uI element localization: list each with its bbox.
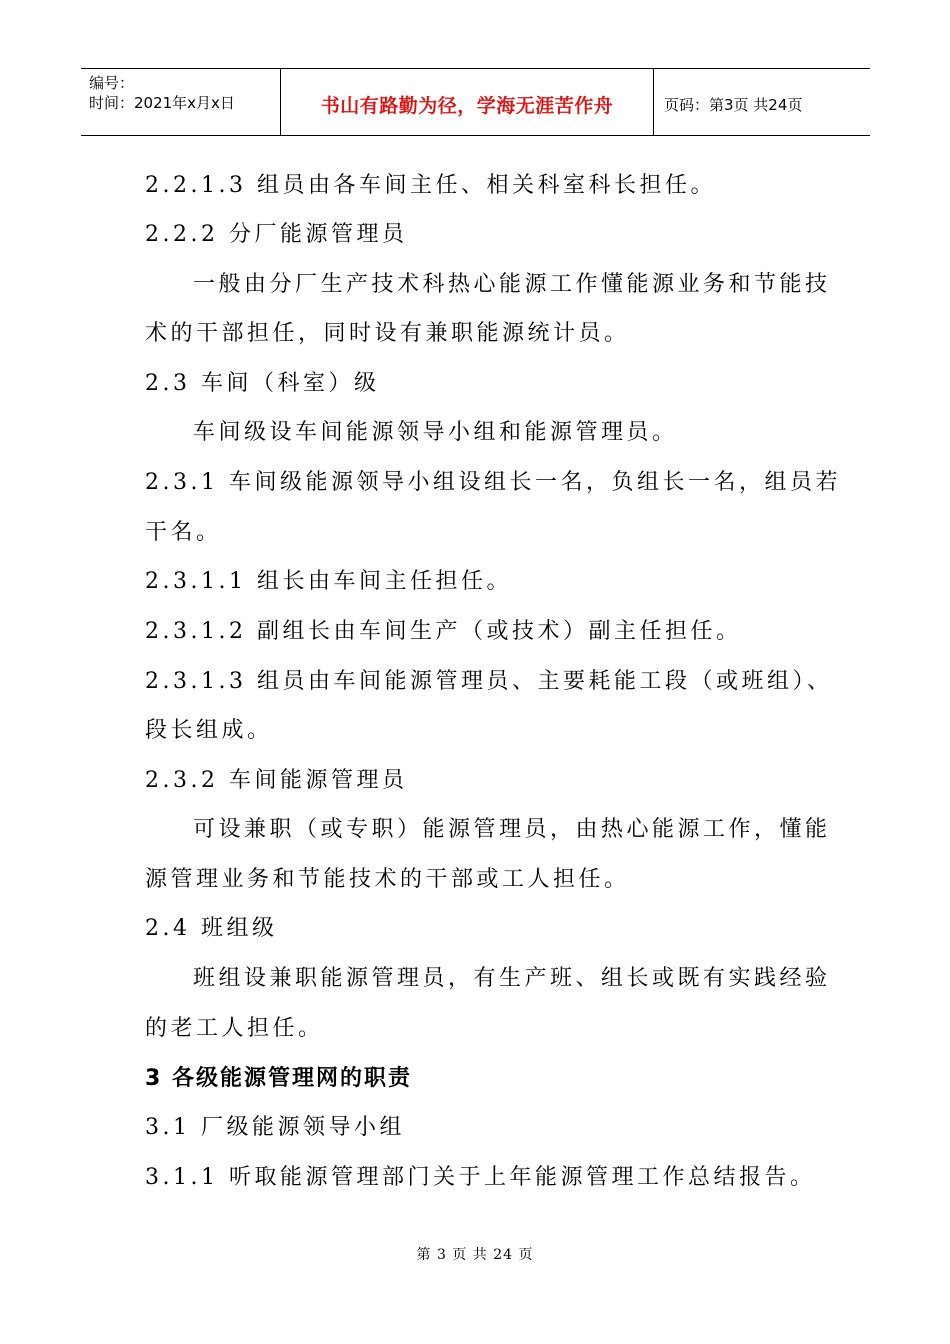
body-line: 一般由分厂生产技术科热心能源工作懂能源业务和节能技 <box>193 272 831 297</box>
section-heading: 2.3.2 车间能源管理员 <box>145 768 408 793</box>
document-number-label: 编号： <box>89 74 135 92</box>
body-line: 可设兼职（或专职）能源管理员，由热心能源工作，懂能 <box>193 817 831 842</box>
body-line: 2.3.1.2 副组长由车间生产（或技术）副主任担任。 <box>145 619 742 644</box>
section-heading: 2.4 班组级 <box>145 916 278 941</box>
body-line: 2.3.1.1 组长由车间主任担任。 <box>145 569 512 594</box>
section-heading: 2.2.2 分厂能源管理员 <box>145 222 408 247</box>
header-meta-cell <box>81 69 281 135</box>
body-line: 术的干部担任，同时设有兼职能源统计员。 <box>145 321 630 346</box>
document-header-table <box>81 68 870 136</box>
body-line: 2.3.1 车间级能源领导小组设组长一名，负组长一名，组员若 <box>145 470 841 495</box>
body-line: 源管理业务和节能技术的干部或工人担任。 <box>145 867 630 892</box>
section-heading: 2.3 车间（科室）级 <box>145 371 380 396</box>
body-line: 车间级设车间能源领导小组和能源管理员。 <box>193 420 678 445</box>
body-line: 干名。 <box>145 520 222 545</box>
body-line: 2.2.1.3 组员由各车间主任、相关科室科长担任。 <box>145 173 716 198</box>
body-line: 段长组成。 <box>145 718 273 743</box>
chapter-heading: 3 各级能源管理网的职责 <box>145 1066 412 1091</box>
body-line: 3.1.1 听取能源管理部门关于上年能源管理工作总结报告。 <box>145 1165 816 1190</box>
body-line: 班组设兼职能源管理员，有生产班、组长或既有实践经验 <box>193 966 831 991</box>
header-motto: 书山有路勤为径，学海无涯苦作舟 <box>281 69 654 135</box>
section-heading: 3.1 厂级能源领导小组 <box>145 1115 405 1140</box>
body-line: 2.3.1.3 组员由车间能源管理员、主要耗能工段（或班组）、 <box>145 669 833 694</box>
document-time-label: 时间：2021年x月x日 <box>89 94 235 112</box>
page-footer: 第 3 页 共 24 页 <box>416 1247 534 1263</box>
body-line: 的老工人担任。 <box>145 1016 324 1041</box>
header-page-info: 页码：第3页 共24页 <box>664 95 803 114</box>
